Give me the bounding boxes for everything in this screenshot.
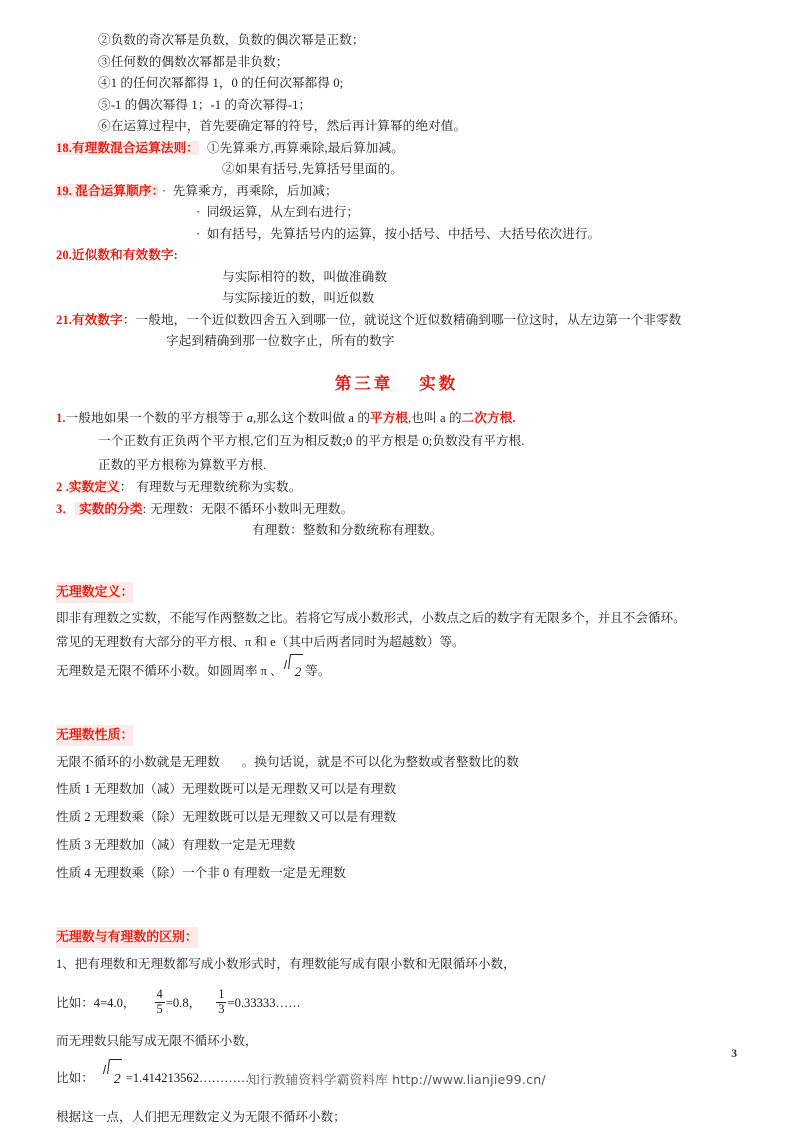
section-3-line-1 [56, 499, 737, 521]
item-18-label: 18.有理数混合运算法则： [56, 140, 199, 155]
item-19-bullet-1: · 先算乘方，再乘除，后加减； [161, 183, 338, 198]
section-1-variable: a [246, 410, 254, 425]
section-3-text-1: 无理数：无限不循环小数叫无理数。 [150, 501, 354, 516]
irrational-definition-line-2: 常见的无理数有大部分的平方根、π 和 e（其中后两者同时为超越数）等。 [56, 634, 465, 649]
irrational-property-item: 性质 1 无理数加（减）无理数既可以是无理数又可以是有理数 [56, 781, 397, 796]
item-19-bullet-2: · 同级运算，从左到右进行； [196, 205, 360, 219]
difference-example-2-val: =1.414213562………… [125, 1070, 250, 1085]
section-2 [56, 477, 737, 499]
section-1-text-a: 一般地如果一个数的平方根等于 [65, 410, 247, 425]
section-3-text-2: 有理数：整数和分数统称有理数。 [252, 523, 443, 537]
item-18-text-1: ①先算乘方,再算乘除,最后算加减。 [206, 140, 404, 155]
irrational-properties-intro [56, 749, 737, 775]
section-2-label: 实数定义 [68, 480, 120, 494]
irrational-definition-line-3-a: 无理数是无限不循环小数。如圆周率 π 、 [56, 663, 283, 678]
irrational-property-item: 性质 4 无理数乘（除）一个非 0 有理数一定是无理数 [56, 865, 346, 880]
item-18-line-1 [56, 138, 737, 160]
section-1-text-c: ,也叫 a 的 [408, 410, 462, 425]
irrational-definition-line-3 [56, 654, 737, 689]
item-21-label: 21.有效数字 [56, 312, 123, 327]
section-1-text-b: ,那么这个数叫做 a 的 [253, 410, 371, 425]
circled-items-list [56, 30, 737, 138]
item-20-label: 20.近似数和有效数字: [56, 248, 178, 262]
item-20-line-2: 与实际接近的数，叫近似数 [222, 291, 375, 305]
section-1-line-1 [56, 408, 737, 430]
item-19 [56, 181, 737, 246]
section-3-label: 实数的分类 [75, 502, 142, 516]
difference-example-1 [56, 982, 737, 1024]
item-20 [56, 245, 737, 310]
irrational-property-item: 性质 3 无理数加（减）有理数一定是无理数 [56, 837, 296, 852]
section-3-number: 3． [56, 501, 76, 516]
item-21 [56, 310, 737, 353]
difference-line-2: 而无理数只能写成无限不循环小数， [56, 1033, 258, 1048]
item-18-line-2: ②如果有括号,先算括号里面的。 [222, 162, 403, 176]
section-1-line-3: 正数的平方根称为算数平方根. [98, 458, 267, 472]
item-19-bullet-3: · 如有括号，先算括号内的运算，按小括号、中括号、大括号依次进行。 [196, 226, 601, 241]
sqrt-symbol: 2 [283, 655, 303, 689]
chapter-title-part2: 实数 [419, 373, 459, 393]
irrational-definition-section [56, 568, 737, 689]
difference-example-1-val: 4=4.0， [93, 995, 136, 1010]
section-3-colon: : [142, 501, 147, 516]
section-1-keyword-2: 二次方根 [461, 410, 513, 425]
section-2-line [56, 477, 737, 499]
circled-item: ⑥在运算过程中，首先要确定幂的符号，然后再计算幂的绝对值。 [98, 119, 467, 133]
circled-item: ⑤-1 的偶次幂得 1；-1 的奇次幂得-1； [98, 97, 312, 112]
section-1-number: 1. [56, 410, 66, 425]
item-21-line-2: 字起到精确到那一位数字止，所有的数字 [166, 334, 395, 348]
irrational-properties-intro-a: 无限不循环的小数就是无理数 [56, 754, 220, 769]
difference-section [56, 913, 737, 1134]
section-2-number: 2 . [56, 480, 69, 494]
section-1-text-d: . [512, 410, 516, 425]
item-21-text-1: 一般地，一个近似数四舍五入到哪一位，就说这个近似数精确到哪一位这时，从左边第一个非零数 [135, 312, 682, 327]
chapter-title-part1: 第三章 [334, 373, 394, 393]
chapter-title [56, 370, 737, 394]
circled-item: ③任何数的偶数次幂都是非负数； [98, 54, 289, 69]
item-21-colon: ： [122, 312, 136, 327]
section-2-text: 有理数与无理数统称为实数。 [136, 480, 302, 494]
irrational-definition-line-1: 即非有理数之实数，不能写作两整数之比。若将它写成小数形式，小数点之后的数字有无限多个，并且不会循环。 [56, 610, 686, 625]
footer-watermark: 知行教辅资料学霸资料库 http://www.lianjie99.cn/ [247, 1072, 546, 1087]
irrational-properties-intro-b: 。换句话说，就是不可以化为整数或者整数比的数 [241, 754, 519, 769]
circled-item: ②负数的奇次幂是负数，负数的偶次幂是正数； [98, 33, 365, 47]
item-19-line-1 [56, 181, 737, 203]
section-2-colon: ： [119, 480, 133, 494]
section-1-keyword-1: 平方根 [370, 410, 409, 425]
page-number: 3 [731, 1048, 737, 1060]
difference-heading: 无理数与有理数的区别： [56, 927, 198, 948]
difference-example-1-eq2: =0.33333…… [227, 995, 301, 1010]
irrational-properties-heading: 无理数性质： [56, 725, 133, 746]
difference-example-1-prefix: 比如： [56, 995, 94, 1010]
irrational-definition-heading: 无理数定义： [56, 582, 133, 603]
circled-item: ④1 的任何次幂都得 1，0 的任何次幂都得 0; [98, 76, 344, 90]
item-21-line-1 [56, 310, 737, 332]
irrational-definition-line-3-b: 等。 [305, 663, 331, 678]
section-1-line-2: 一个正数有正负两个平方根,它们互为相反数;0 的平方根是 0;负数没有平方根. [98, 434, 525, 448]
item-18 [56, 138, 737, 181]
section-1 [56, 408, 737, 478]
fraction-1-over-3: $\frac{1}{3}$ [218, 987, 225, 1016]
difference-example-2-prefix: 比如： [56, 1070, 94, 1085]
difference-line-1: 1、把有理数和无理数都写成小数形式时，有理数能写成有限小数和无限循环小数， [56, 956, 516, 971]
difference-example-1-eq: =0.8， [165, 995, 202, 1010]
section-3 [56, 499, 737, 542]
difference-line-3: 根据这一点，人们把无理数定义为无限不循环小数； [56, 1109, 346, 1124]
irrational-properties-section [56, 711, 737, 887]
item-20-line-1: 与实际相符的数，叫做准确数 [222, 269, 388, 284]
item-19-label: 19. 混合运算顺序： [56, 183, 158, 198]
fraction-4-over-5: $\frac{4}{5}$ [156, 987, 163, 1016]
irrational-property-item: 性质 2 无理数乘（除）无理数既可以是无理数又可以是有理数 [56, 809, 397, 824]
sqrt-symbol-2: 2 [102, 1060, 122, 1100]
